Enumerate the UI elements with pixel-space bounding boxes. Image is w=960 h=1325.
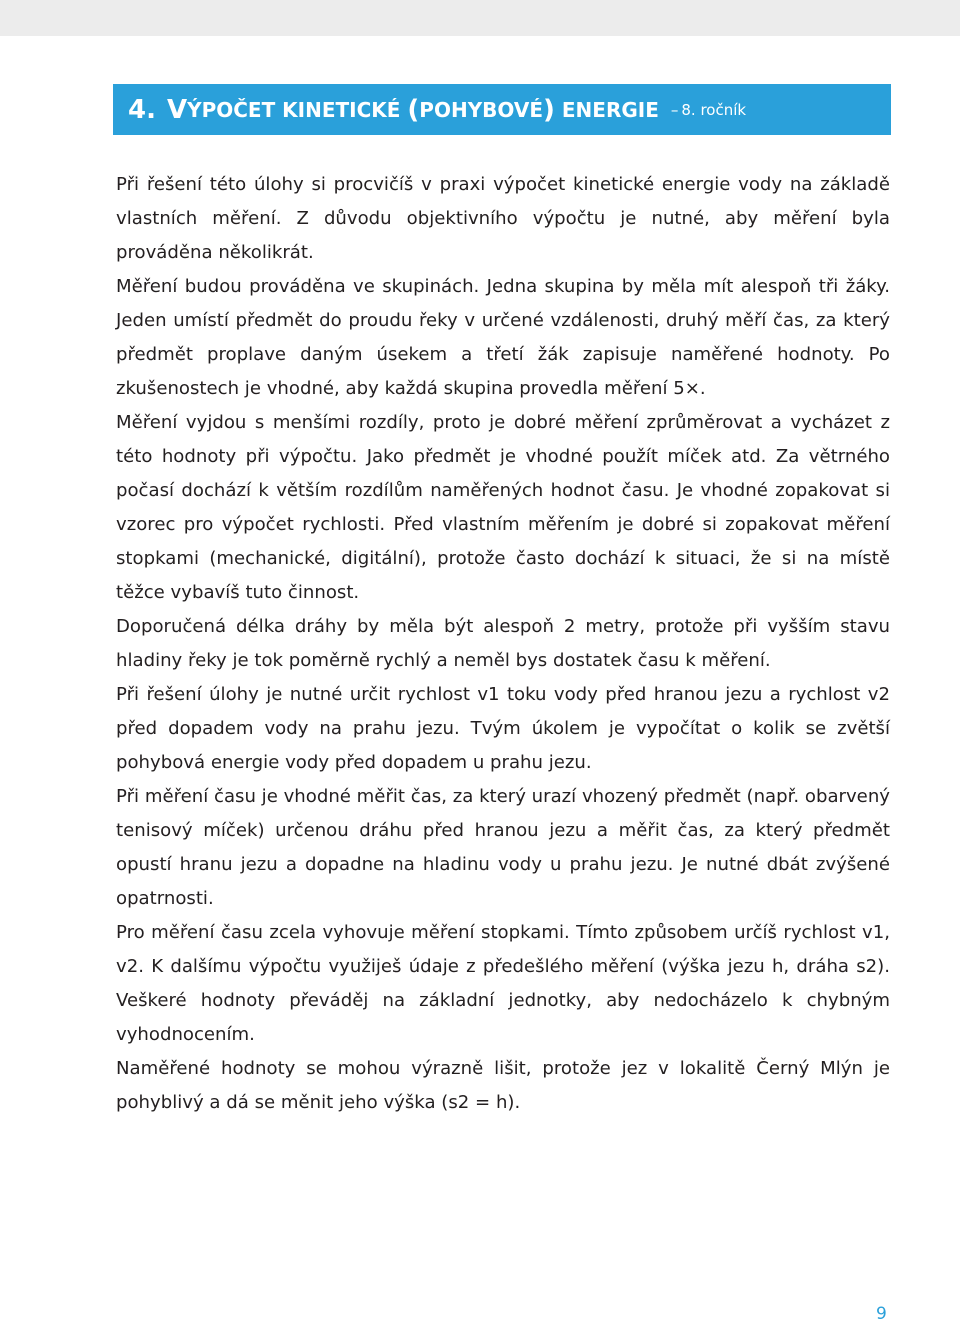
paragraph: Měření vyjdou s menšími rozdíly, proto je dobré měření zprůměrovat a vycházet z této hodnoty při výpočtu. Jako předmět je vhodné použít míček atd. Za větrného počasí dochází k větším rozdílům naměřených hodnot času. Je vhodné zopakovat si vzorec pro výpočet rychlosti. Před vlastním měřením je dobré si zopakovat měření stopkami (mechanické, digitální), protože často dochází k situaci, že si na místě těžce vybavíš tuto činnost. (116, 412, 890, 603)
title-part: ENERGIE (554, 97, 659, 122)
paragraph: Pro měření času zcela vyhovuje měření stopkami. Tímto způsobem určíš rychlost v1, v2. K dalšímu výpočtu využiješ údaje z předešlého měření (výška jezu h, dráha s2). Veškeré hodnoty převáděj na základní jednotky, aby nedocházelo k chybným vyhodnocením. (116, 922, 890, 1045)
paragraph: Naměřené hodnoty se mohou výrazně lišit, protože jez v lokalitě Černý Mlýn je pohyblivý a dá se měnit jeho výška (s2 = h). (116, 1058, 890, 1113)
section-title-bar (113, 84, 891, 135)
title-part: POHYBOVÉ (419, 97, 544, 122)
title-part: ÝPOČET KINETICKÉ (187, 97, 408, 122)
title-separator: – (670, 100, 679, 119)
title-part: V (166, 94, 188, 125)
paragraph: Doporučená délka dráhy by měla být alespoň 2 metry, protože při vyšším stavu hladiny řeky je tok poměrně rychlý a neměl bys dostatek času k měření. (116, 616, 890, 671)
title-part: ) (543, 94, 555, 125)
body-text (116, 168, 890, 1120)
paragraph: Při řešení úlohy je nutné určit rychlost v1 toku vody před hranou jezu a rychlost v2 před dopadem vody na prahu jezu. Tvým úkolem je vypočítat o kolik se zvětší pohybová energie vody před dopadem u prahu jezu. (116, 684, 890, 773)
paragraph: Při řešení této úlohy si procvičíš v praxi výpočet kinetické energie vody na základě vlastních měření. Z důvodu objektivního výpočtu je nutné, aby měření byla prováděna několikrát. (116, 174, 890, 263)
grade-label: 8. ročník (681, 100, 747, 119)
page-number: 9 (876, 1304, 887, 1324)
paragraph: Při měření času je vhodné měřit čas, za který urazí vhozený předmět (např. obarvený tenisový míček) určenou dráhu před hranou jezu a měřit čas, za který předmět opustí hranu jezu a dopadne na hladinu vody u prahu jezu. Je nutné dbát zvýšené opatrnosti. (116, 786, 890, 909)
section-number: 4. (128, 94, 156, 125)
top-strip (0, 0, 960, 36)
paragraph: Měření budou prováděna ve skupinách. Jedna skupina by měla mít alespoň tři žáky. Jeden umístí předmět do proudu řeky v určené vzdálenosti, druhý měří čas, za který předmět proplave daným úsekem a třetí žák zapisuje naměřené hodnoty. Po zkušenostech je vhodné, aby každá skupina provedla měření 5×. (116, 276, 890, 399)
title-part: ( (407, 94, 420, 125)
